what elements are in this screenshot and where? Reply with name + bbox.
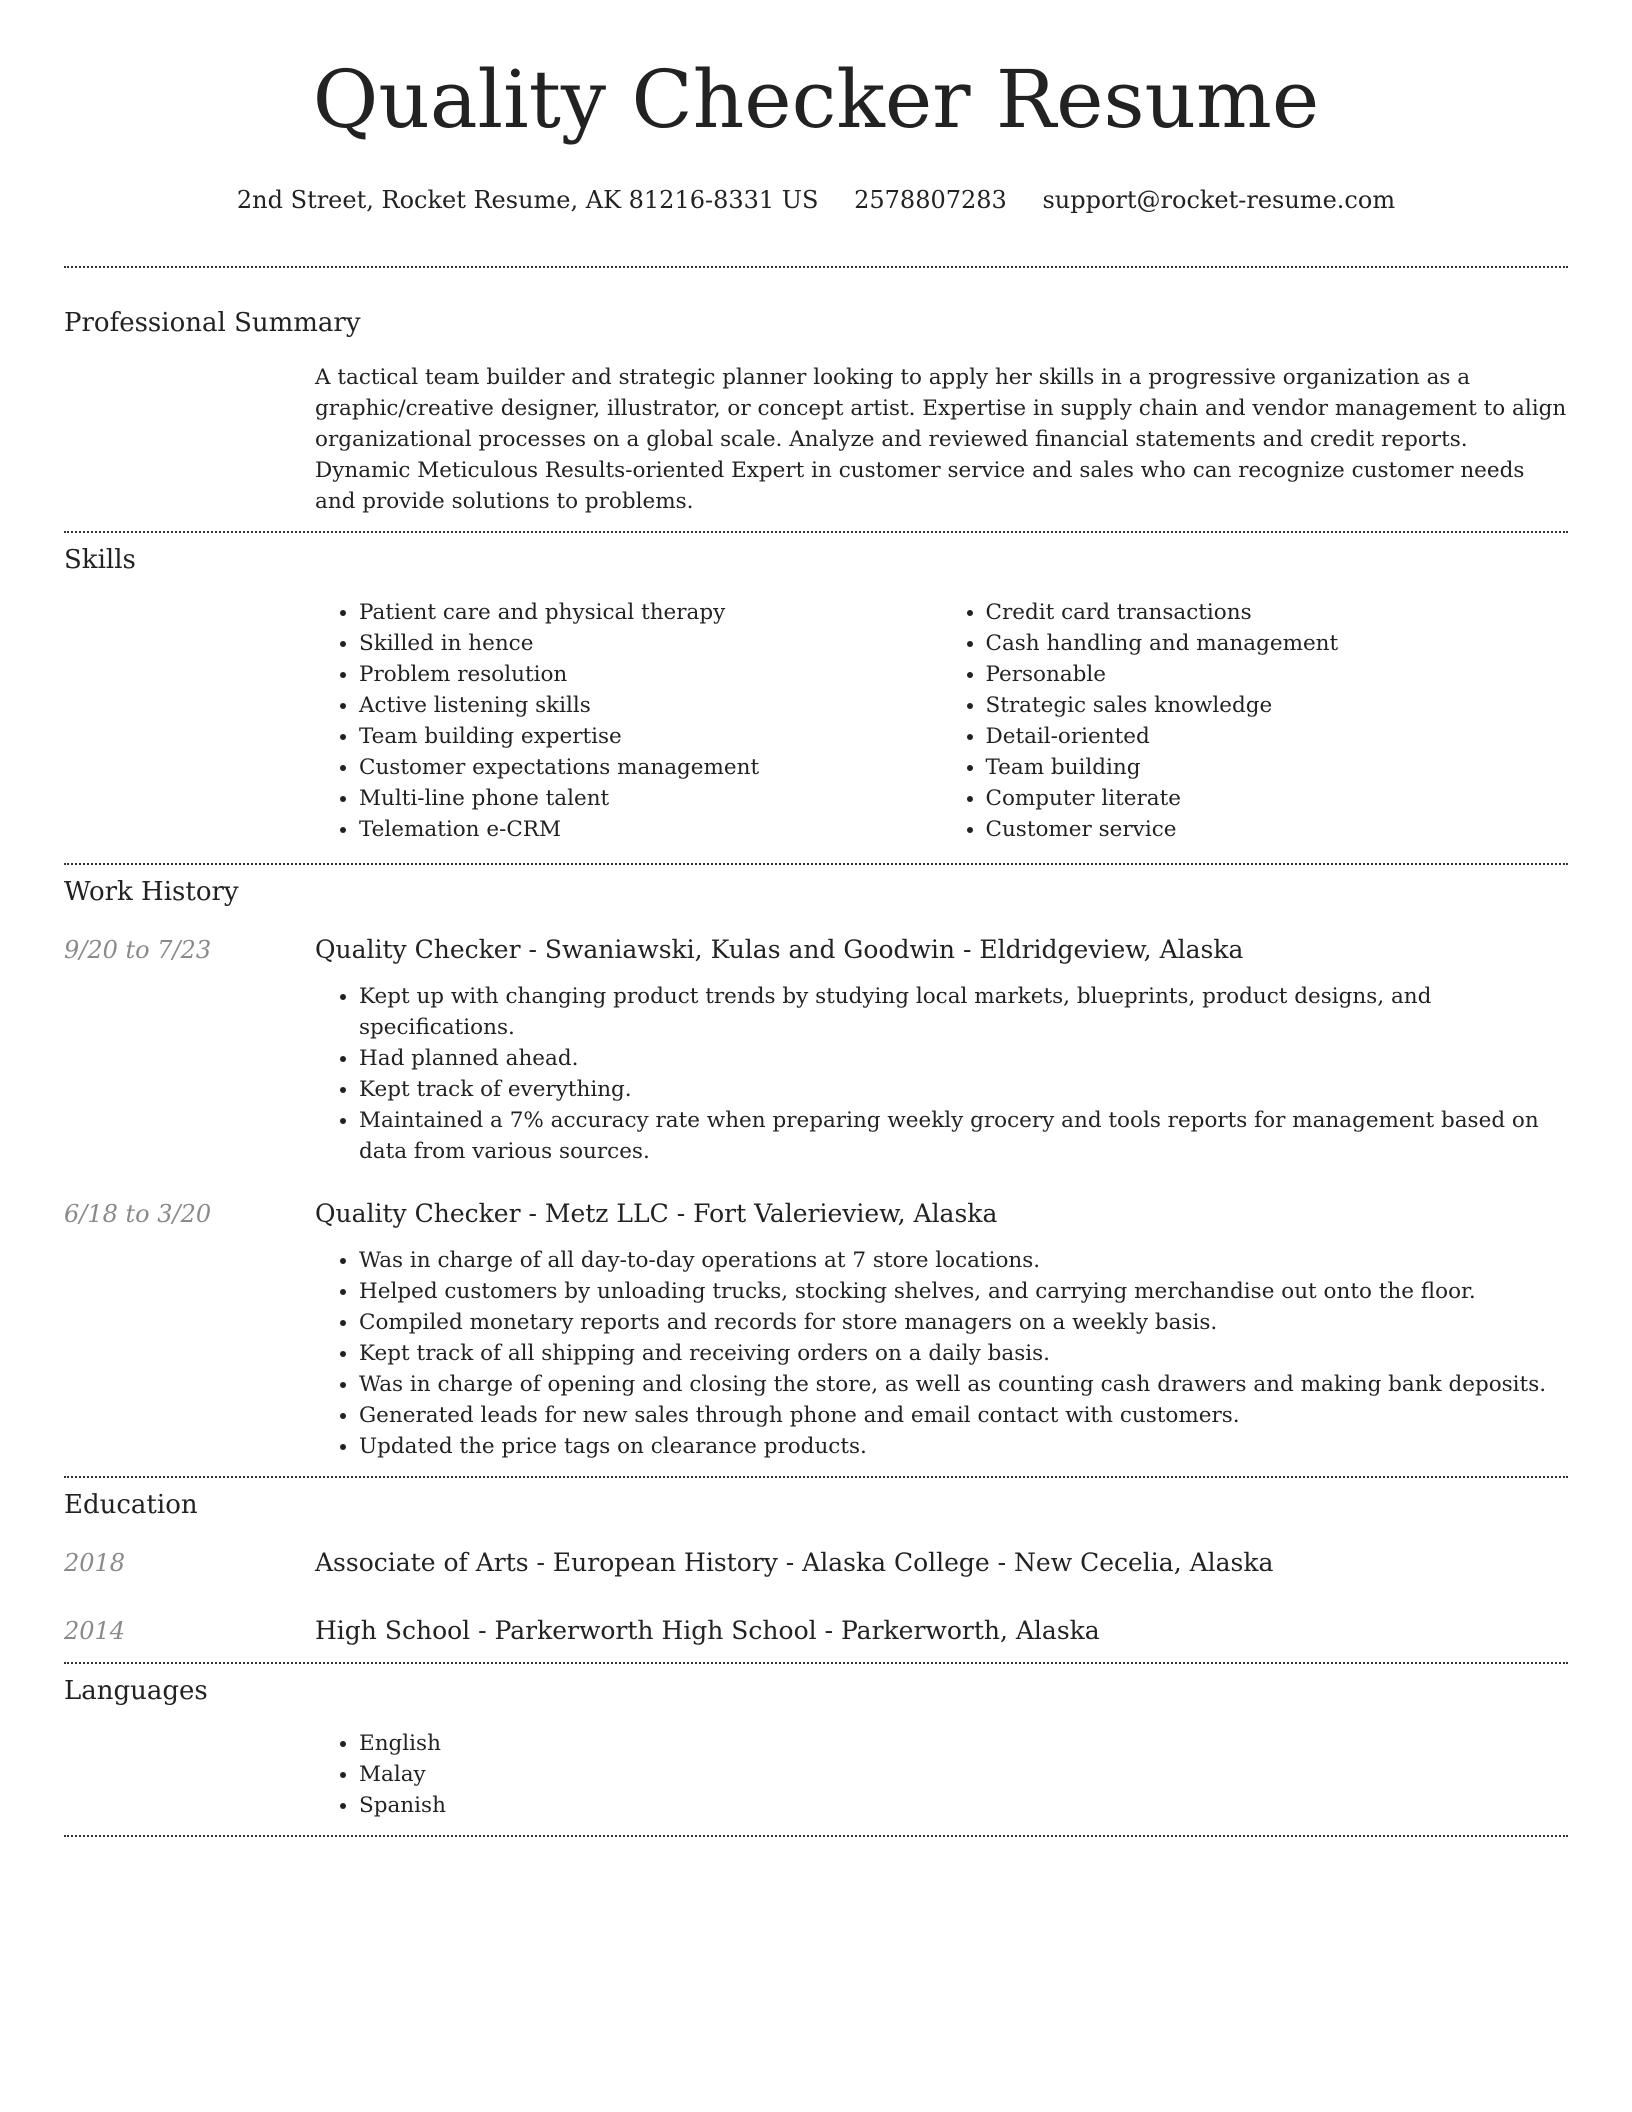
list-item: • Generated leads for new sales through phone and email contact with customers.: [359, 1400, 1568, 1431]
skills-column-right: [942, 597, 1569, 845]
list-item: • Compiled monetary reports and records for store managers on a weekly basis.: [359, 1307, 1568, 1338]
contact-line: [64, 182, 1568, 218]
education-entry: [64, 1614, 1568, 1648]
contact-address: 2nd Street, Rocket Resume, AK 81216-8331 US: [236, 186, 819, 214]
education-detail: High School - Parkerworth High School - Parkerworth, Alaska: [315, 1616, 1100, 1645]
section-heading-languages: Languages: [64, 1676, 208, 1706]
list-item: • Malay: [359, 1759, 1568, 1790]
list-item: • Team building expertise: [359, 721, 942, 752]
section-heading-summary: Professional Summary: [64, 308, 361, 338]
education-year: 2018: [64, 1549, 126, 1577]
list-item: • Kept up with changing product trends by studying local markets, blueprints, product designs, and specifications.: [359, 981, 1568, 1043]
list-item: • Customer service: [986, 814, 1569, 845]
list-item: • Customer expectations management: [359, 752, 942, 783]
section-heading-work: Work History: [64, 877, 239, 907]
education-year: 2014: [64, 1617, 126, 1645]
list-item: • English: [359, 1728, 1568, 1759]
skills-list: [315, 597, 1568, 845]
list-item: • Credit card transactions: [986, 597, 1569, 628]
list-item: • Had planned ahead.: [359, 1043, 1568, 1074]
list-item: • Strategic sales knowledge: [986, 690, 1569, 721]
list-item: • Skilled in hence: [359, 628, 942, 659]
job-title: Quality Checker - Metz LLC - Fort Valerieview, Alaska: [315, 1199, 998, 1228]
list-item: • Was in charge of all day-to-day operations at 7 store locations.: [359, 1245, 1568, 1276]
contact-email: support@rocket-resume.com: [1042, 186, 1396, 214]
list-item: • Spanish: [359, 1790, 1568, 1821]
job-entry: [64, 933, 1568, 967]
list-item: • Team building: [986, 752, 1569, 783]
list-item: • Cash handling and management: [986, 628, 1569, 659]
job-title: Quality Checker - Swaniawski, Kulas and Goodwin - Eldridgeview, Alaska: [315, 935, 1244, 964]
list-item: • Kept track of everything.: [359, 1074, 1568, 1105]
page-title: Quality Checker Resume: [312, 53, 1320, 146]
divider: [64, 1662, 1568, 1664]
list-item: • Updated the price tags on clearance products.: [359, 1431, 1568, 1462]
divider: [64, 863, 1568, 865]
section-heading-education: Education: [64, 1490, 198, 1520]
list-item: • Personable: [986, 659, 1569, 690]
education-detail: Associate of Arts - European History - Alaska College - New Cecelia, Alaska: [315, 1548, 1274, 1577]
list-item: • Active listening skills: [359, 690, 942, 721]
divider: [64, 1835, 1568, 1837]
job-dates: 9/20 to 7/23: [64, 936, 212, 964]
contact-phone: 2578807283: [854, 186, 1007, 214]
list-item: • Telemation e-CRM: [359, 814, 942, 845]
divider: [64, 266, 1568, 268]
list-item: • Detail-oriented: [986, 721, 1569, 752]
list-item: • Computer literate: [986, 783, 1569, 814]
job-bullets: [315, 981, 1568, 1167]
list-item: • Maintained a 7% accuracy rate when preparing weekly grocery and tools reports for management based on data from various sources.: [359, 1105, 1568, 1167]
languages-list: [315, 1728, 1568, 1821]
list-item: • Kept track of all shipping and receiving orders on a daily basis.: [359, 1338, 1568, 1369]
skills-column-left: [315, 597, 942, 845]
divider: [64, 531, 1568, 533]
section-heading-skills: Skills: [64, 545, 136, 575]
job-entry: [64, 1197, 1568, 1231]
job-bullets: [315, 1245, 1568, 1462]
summary-text: A tactical team builder and strategic planner looking to apply her skills in a progressive organization as a graphic/creative designer, illustrator, or concept artist. Expertise in supply chain and vendor management to align organizational processes on a global scale. Analyze and reviewed financial statements and credit reports. Dynamic Meticulous Results-oriented Expert in customer service and sales who can recognize customer needs and provide solutions to problems.: [315, 365, 1567, 514]
list-item: • Patient care and physical therapy: [359, 597, 942, 628]
list-item: • Was in charge of opening and closing the store, as well as counting cash drawers and making bank deposits.: [359, 1369, 1568, 1400]
list-item: • Multi-line phone talent: [359, 783, 942, 814]
education-entry: [64, 1546, 1568, 1580]
divider: [64, 1476, 1568, 1478]
list-item: • Problem resolution: [359, 659, 942, 690]
job-dates: 6/18 to 3/20: [64, 1200, 212, 1228]
list-item: • Helped customers by unloading trucks, stocking shelves, and carrying merchandise out onto the floor.: [359, 1276, 1568, 1307]
